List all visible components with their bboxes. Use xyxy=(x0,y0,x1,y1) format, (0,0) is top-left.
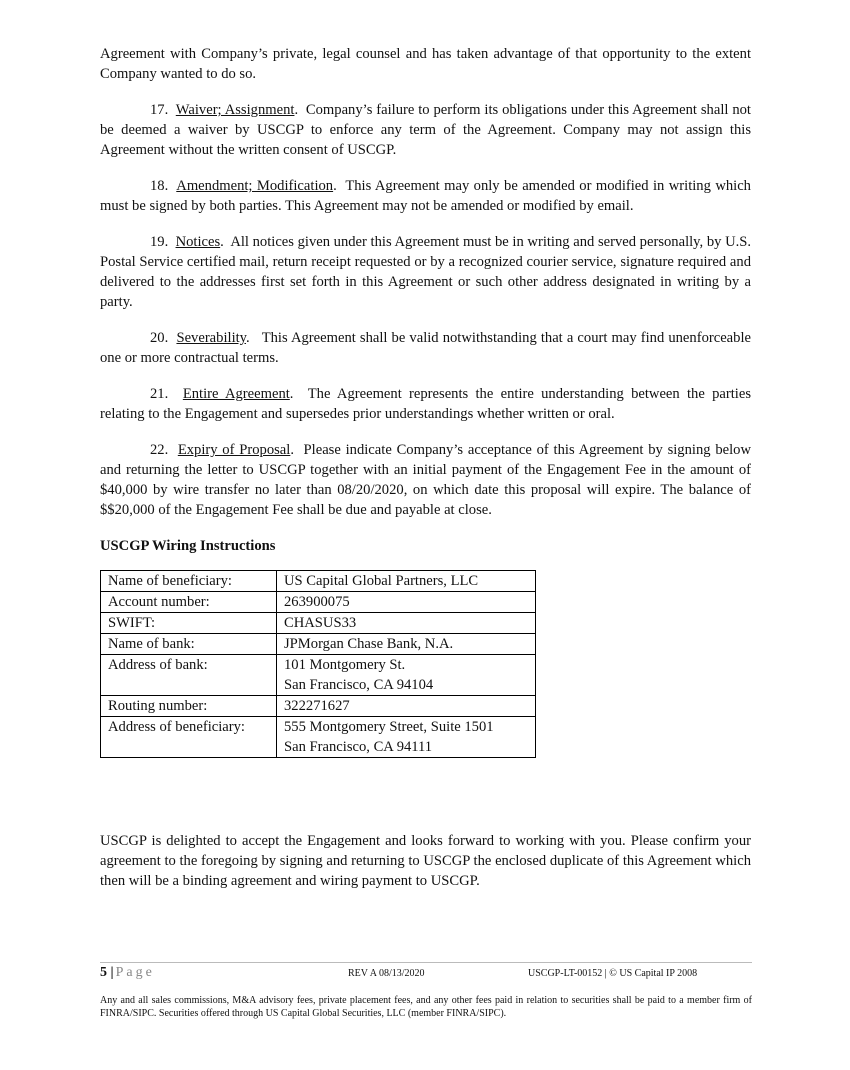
closing-paragraph: USCGP is delighted to accept the Engagement and looks forward to working with you. Please confirm your agreement to the foregoing by signing and returning to USCGP the enclosed duplicate of this Agreement which then will be a binding agreement and wiring payment to USCGP. xyxy=(100,833,751,889)
row-value xyxy=(277,571,536,592)
value-line: US Capital Global Partners, LLC xyxy=(284,573,479,589)
row-value xyxy=(277,696,536,717)
footer-divider xyxy=(100,962,752,963)
document-reference: USCGP-LT-00152 | © US Capital IP 2008 xyxy=(528,968,698,979)
value-line: San Francisco, CA 94104 xyxy=(284,677,434,693)
page-footer xyxy=(100,966,752,984)
row-label: Address of bank: xyxy=(101,655,277,696)
row-value xyxy=(277,717,536,758)
row-label: Address of beneficiary: xyxy=(101,717,277,758)
row-value xyxy=(277,655,536,696)
section-number: 20. xyxy=(150,330,169,346)
section-title: Notices xyxy=(175,234,221,250)
section-number: 19. xyxy=(150,234,169,250)
section-text: Please indicate Company’s acceptance of this Agreement by signing below and returning the letter to USCGP together with an initial payment of the Engagement Fee in the amount of $40,000 by wire transfer no later than 08/20/2020, on which date this proposal will expire. The balance of $$20,000 of the Engagement Fee shall be due and payable at close. xyxy=(100,442,751,518)
page-number xyxy=(100,965,155,981)
table-row xyxy=(101,655,536,696)
row-label: Routing number: xyxy=(101,696,277,717)
row-label: Account number: xyxy=(101,592,277,613)
section-text: All notices given under this Agreement must be in writing and served personally, by U.S. Postal Service certified mail, return receipt requested or by a recognized courier service, signature required and delivered to the addresses first set forth in this Agreement or such other address designated in writing by a party. xyxy=(100,234,752,310)
value-line: San Francisco, CA 94111 xyxy=(284,739,433,755)
document-body xyxy=(100,44,751,758)
section-title: Expiry of Proposal xyxy=(177,442,291,458)
section-17: 17. Waiver; Assignment. Company’s failure to perform its obligations under this Agreement shall not be deemed a waiver by USCGP to enforce any term of the Agreement. Company may not assign this Agreement without the written consent of USCGP. xyxy=(100,102,751,158)
section-18: 18. Amendment; Modification. This Agreement may only be amended or modified in writing which must be signed by both parties. This Agreement may not be amended or modified by email. xyxy=(100,178,751,214)
section-number: 21. xyxy=(150,386,169,402)
section-19: 19. Notices. All notices given under this Agreement must be in writing and served personally, by U.S. Postal Service certified mail, return receipt requested or by a recognized courier service, signature required and delivered to the addresses first set forth in this Agreement or such other address designated in writing by a party. xyxy=(100,234,752,310)
section-number: 22. xyxy=(150,442,169,458)
row-label: Name of beneficiary: xyxy=(101,571,277,592)
table-row xyxy=(101,613,536,634)
value-line: CHASUS33 xyxy=(284,615,357,631)
table-row xyxy=(101,696,536,717)
row-value xyxy=(277,634,536,655)
row-value xyxy=(277,613,536,634)
value-line: 263900075 xyxy=(284,594,350,610)
section-number: 18. xyxy=(150,178,169,194)
continuation-paragraph: Agreement with Company’s private, legal counsel and has taken advantage of that opportunity to the extent Company wanted to do so. xyxy=(100,46,751,82)
page-separator: | xyxy=(110,965,114,980)
section-title: Severability xyxy=(176,330,247,346)
row-label: Name of bank: xyxy=(101,634,277,655)
value-line: 101 Montgomery St. xyxy=(284,657,406,673)
table-row xyxy=(101,634,536,655)
section-22: 22. Expiry of Proposal. Please indicate Company’s acceptance of this Agreement by signing below and returning the letter to USCGP together with an initial payment of the Engagement Fee in the amount of $40,000 by wire transfer no later than 08/20/2020, on which date this proposal will expire. The balance of $$20,000 of the Engagement Fee shall be due and payable at close. xyxy=(100,442,751,518)
revision-label: REV A 08/13/2020 xyxy=(348,968,425,979)
value-line: JPMorgan Chase Bank, N.A. xyxy=(284,636,454,652)
table-row xyxy=(101,571,536,592)
row-value xyxy=(277,592,536,613)
section-text: Company’s failure to perform its obligations under this Agreement shall not be deemed a waiver by USCGP to enforce any term of the Agreement. Company may not assign this Agreement without the written consent of USCGP. xyxy=(100,102,751,158)
section-20: 20. Severability. This Agreement shall be valid notwithstanding that a court may find unenforceable one or more contractual terms. xyxy=(100,330,751,366)
value-line: 322271627 xyxy=(284,698,350,714)
table-row xyxy=(101,592,536,613)
section-21: 21. Entire Agreement. The Agreement represents the entire understanding between the parties relating to the Engagement and supersedes prior understandings whether written or oral. xyxy=(100,386,752,422)
section-title: Amendment; Modification xyxy=(176,178,334,194)
value-line: 555 Montgomery Street, Suite 1501 xyxy=(284,719,494,735)
row-label: SWIFT: xyxy=(101,613,277,634)
section-text: This Agreement shall be valid notwithstanding that a court may find unenforceable one or more contractual terms. xyxy=(100,330,751,366)
page-word: Page xyxy=(115,965,155,980)
section-text: The Agreement represents the entire understanding between the parties relating to the Engagement and supersedes prior understandings whether written or oral. xyxy=(100,386,752,422)
section-title: Waiver; Assignment xyxy=(175,102,295,118)
section-number: 17. xyxy=(150,102,169,118)
footer-disclaimer: Any and all sales commissions, M&A advisory fees, private placement fees, and any other fees paid in relation to securities shall be paid to a member firm of FINRA/SIPC. Securities offered through US Capital Global Securities, LLC (member FINRA/SIPC). xyxy=(100,995,752,1019)
table-row xyxy=(101,717,536,758)
wiring-instructions-table xyxy=(100,570,536,758)
section-text: This Agreement may only be amended or modified in writing which must be signed by both parties. This Agreement may not be amended or modified by email. xyxy=(100,178,751,214)
page-number-value: 5 xyxy=(100,965,107,980)
section-title: Entire Agreement xyxy=(182,386,290,402)
wiring-instructions-title: USCGP Wiring Instructions xyxy=(100,538,276,554)
